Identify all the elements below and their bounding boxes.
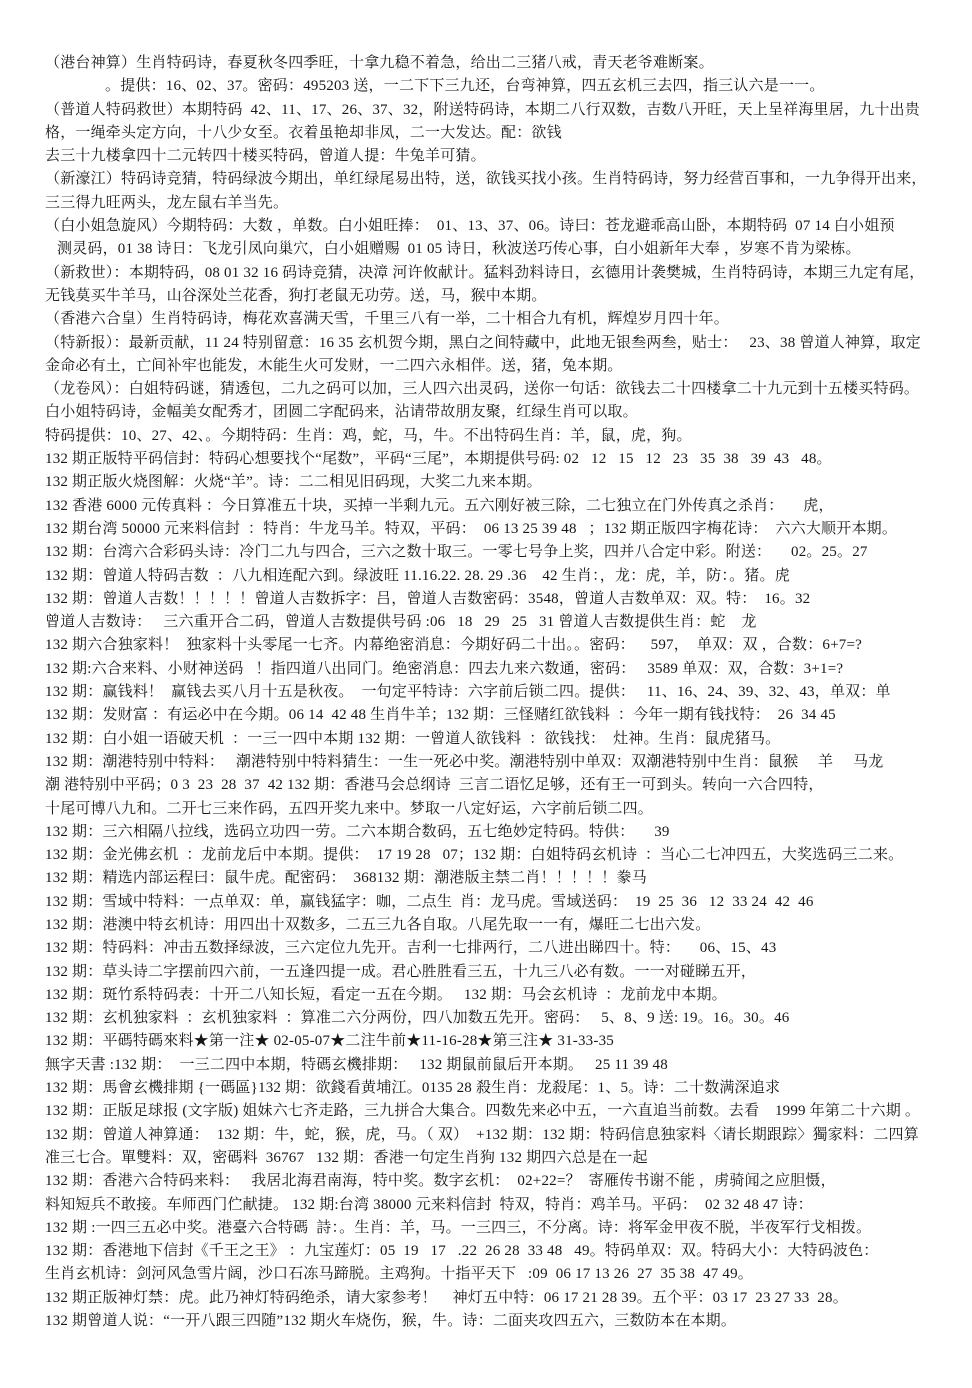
text-line: 132 期:六合来料、小财神送码 ！指四道八出同门。绝密消息：四去九来六数通，密码： 3589 单双：双，合数：3+1=? xyxy=(45,660,844,677)
text-line: 金命必有土，亡间补牢也能发，木能生火可发财，一二四六永相伴。送，猪，兔本期。 xyxy=(45,357,623,374)
text-line: 132 期：台湾六合彩码头诗：冷门二九与四合，三六之数十取三。一零七号争上奖，四并八合定中彩。附送： 02。25。27 xyxy=(45,544,868,561)
text-line: （新救世）：本期特码，08 01 32 16 码诗竞猜，决漳 河许攸献计。猛料劲料诗日，玄德用计袭樊城，生肖特码诗，本期三九定有尾， xyxy=(45,264,925,281)
text-line: 132 期：曾道人神算通： 132 期：牛，蛇，猴，虎，马。（ 双） +132 期：132 期：特码信息独家料〈请长期跟踪〉獨家料：二四算 xyxy=(45,1126,919,1143)
text-line: 132 期：曾道人吉数！！！！！曾道人吉数拆字：吕，曾道人吉数密码：3548，曾道人吉数单双：双。特： 16。32 xyxy=(45,590,811,607)
text-line: 料知短兵不敢接。车师西门伫献捷。 132 期:台湾 38000 元来料信封 特双，特肖：鸡羊马。平码： 02 32 48 47 诗： xyxy=(45,1196,813,1213)
text-line: 132 期：草头诗二字摆前四六前，一五逢四提一成。君心胜胜看三五，十九三八必有数。一一对碰睇五开， xyxy=(45,963,757,980)
text-line: 132 期：斑竹系特码表：十开二八知长短，看定一五在今期。 132 期：马会玄机诗 ：龙前龙中本期。 xyxy=(45,986,727,1003)
text-line: （新濠江）特码诗竞猜，特码绿波今期出，单红绿尾易出特，送，欲钱买找小孩。生肖特码诗，努力经营百事和，一九争得开出来， xyxy=(45,171,927,188)
text-line: 132 期：三六相隔八拉线，选码立功四一劳。二六本期合数码，五七绝妙定特码。特供： 39 xyxy=(45,823,670,840)
text-line: 無字天書 :132 期： 一三二四中本期，特碼玄機排期： 132 期鼠前鼠后开本期。 25 11 39 48 xyxy=(45,1056,668,1073)
text-line: 132 期六合独家料！ 独家料十头零尾一七齐。内幕绝密消息：今期好码二十出。。密码： 597， 单双：双 ，合数：6+7=? xyxy=(45,637,862,654)
text-line: 132 期：特码料：冲击五数择绿波，三六定位九先开。吉利一七排两行，二八进出睇四十。特： 06、15、43 xyxy=(45,940,777,957)
text-line: 132 期 :一四三五必中奖。港臺六合特碼 詩：。生肖：羊，马。一三四三，不分离。诗：将军金甲夜不脱，半夜军行戈相拨。 xyxy=(45,1219,872,1236)
text-line: （港台神算）生肖特码诗，春夏秋冬四季旺，十拿九稳不着急，给出二三猪八戒，青天老爷难断案。 xyxy=(45,55,714,71)
text-line: 测灵码，01 38 诗日：飞龙引凤向巢穴，白小姐赠赐 01 05 诗日，秋波送巧传心事，白小姐新年大奉 ，岁寒不肯为梁栋。 xyxy=(57,241,861,258)
text-line: 准三七合。單雙料：双，密碼料 36767 132 期：香港一句定生肖狗 132 期四六总是在一起 xyxy=(45,1149,648,1166)
text-line: （香港六合皇）生肖特码诗，梅花欢喜满天雪，千里三八有一举，二十相合九有机，辉煌岁月四十年。 xyxy=(45,311,730,328)
text-line: 十尾可博八九和。二开七三来作码，五四开奖九来中。梦取一八定好运，六字前后锁二四。 xyxy=(45,800,654,817)
text-line: 去三十九楼拿四十二元转四十楼买特码，曾道人提：牛兔羊可猜。 xyxy=(45,148,486,165)
text-line: 132 期：港澳中特玄机诗：用四出十双数多，二五三九各自取。八尾先取一一有，爆旺二七出六发。 xyxy=(45,916,711,933)
text-line: 潮 港特别中平码；0 3 23 28 37 42 132 期：香港马会总纲诗 三言二语忆足够，还有王一可到头。转向一六合四特， xyxy=(45,777,824,794)
text-line: 132 期：金光佛玄机 ：龙前龙后中本期。提供： 17 19 28 07；132 期：白姐特码玄机诗 ：当心二七冲四五，大奖选码三二来。 xyxy=(45,847,904,864)
text-line: 格，一绳牵头定方向，十八少女至。衣着虽艳却非凤，二一大发达。配：欲钱 xyxy=(45,124,562,141)
text-line: （白小姐急旋风）今期特码：大数 ，单数。白小姐旺捧： 01、13、37、06。诗曰：苍龙避乖高山卧，本期特码 07 14 白小姐预 xyxy=(45,218,895,235)
text-line: 132 期：发财富 ：有运必中在今期。06 14 42 48 生肖牛羊；132 期：三怪赌红欲钱料 ：今年一期有钱找特： 26 34 45 xyxy=(45,707,836,724)
text-line: 132 期：精选内部运程曰：鼠牛虎。配密码： 368132 期：潮港版主禁二肖！！！！！豢马 xyxy=(45,870,647,887)
text-line: 132 期：曾道人特码吉数 ：八九相连配六到。绿波旺 11.16.22. 28. 29 .36 42 生肖：，龙：虎，羊，防：。猪。虎 xyxy=(45,567,790,584)
text-line: 132 期：赢钱料！ 赢钱去买八月十五是秋夜。 一句定平特诗：六字前后锁二四。提供： 11、16、24、39、32、43，单双：单 xyxy=(45,684,891,701)
text-line: 132 期：正版足球报 (文字版) 姐妹六七齐走路，三九拼合大集合。四数先来必中五，一六直追当前数。去看 1999 年第二十六期 。 xyxy=(45,1103,921,1120)
text-line: 132 期：玄机独家料 ：玄机独家料 ：算准二六分两份，四八加数五先开。密码： 5、8、9 送: 19。16。30。46 xyxy=(45,1010,790,1027)
text-line: 132 期：潮港特别中特料： 潮港特别中特料猜生：一生一死必中奖。潮港特别中单双：双潮港特别中生肖：鼠猴 羊 马龙 xyxy=(45,753,884,770)
text-line: 132 期：馬會玄機排期 {一碼區}132 期：欲錢看黄埔江。0135 28 殺生肖：龙殺尾：1、5。诗：二十数满深追求 xyxy=(45,1080,781,1097)
text-line: 生肖玄机诗：剑河风急雪片阔，沙口石冻马蹄脱。主鸡狗。十指平天下 :09 06 17 13 26 27 35 38 47 49。 xyxy=(45,1266,753,1283)
text-line: （普道人特码救世）本期特码 42、11、17、26、37、32，附送特码诗，本期二八行双数，吉数八开旺，天上呈祥海里居，九十出贵 xyxy=(45,101,920,118)
text-line: 132 期：香港地下信封《千王之王》 ：九宝莲灯：05 19 17 .22 26 28 33 48 49。特码单双：双。特码大小：大特码波色： xyxy=(45,1243,879,1260)
text-line: 132 期正版特平码信封：特码心想要找个“尾数”，平码“三尾”，本期提供号码: 02 12 15 12 23 35 38 39 43 48。 xyxy=(45,451,832,468)
text-line: 。提供：16、02、37。密码：495203 送，一二下下三九还，台弯神算，四五玄机三去四，指三认六是一一。 xyxy=(105,78,825,95)
text-line: 132 香港 6000 元传真料 ：今日算准五十块，买掉一半剩九元。五六刚好被三除，二七独立在门外传真之杀肖： 虎， xyxy=(45,497,834,514)
text-line: 132 期曾道人说：“一开八跟三四随”132 期火车烧伤，猴，牛。诗：二面夹攻四五六，三数防本在本期。 xyxy=(45,1313,737,1330)
text-line: 白小姐特码诗，金幅美女配秀才，团圆二字配码来，沾请带故朋友聚，红绿生肖可以取。 xyxy=(45,404,638,421)
text-line: 132 期：香港六合特码来料： 我居北海君南海，特中奖。数字玄机： 02+22=？ 寄雁传书谢不能 ，虏骑闻之应胆慑， xyxy=(45,1173,836,1190)
text-line: 曾道人吉数诗： 三六重开合二码，曾道人吉数提供号码 :06 18 29 25 31 曾道人吉数提供生肖：蛇 龙 xyxy=(45,614,757,631)
text-line: 132 期正版神灯禁：虎。此乃神灯特码绝杀，请大家参考！ 神灯五中特：06 17 21 28 39。五个平：03 17 23 27 33 28。 xyxy=(45,1289,848,1306)
text-line: 三三得九旺两头，龙左鼠右羊当先。 xyxy=(45,194,289,211)
text-line: 132 期：雪域中特料：一点单双：单，赢钱猛字：咖，二点生 肖：龙马虎。雪域送码： 19 25 36 12 33 24 42 46 xyxy=(45,893,814,910)
text-line: 132 期台湾 50000 元来料信封 ：特肖：牛龙马羊。特双，平码： 06 13 25 39 48 ；132 期正版四字梅花诗： 六六大顺开本期。 xyxy=(45,520,898,537)
text-line: （特新报）：最新贡献，11 24 特别留意：16 35 玄机贺今期，黑白之间特藏中，此地无银叁两叁，贴士： 23、38 曾道人神算，取定 xyxy=(45,334,921,351)
text-line: 132 期：平碼特碼來料★第一注★ 02-05-07★二注牛前★11-16-28★第三注★ 31-33-35 xyxy=(45,1033,614,1050)
text-line: 132 期正版火烧图解：火烧“羊”。诗：二二相见旧码现，大奖二九来本期。 xyxy=(45,474,542,491)
text-line: 特码提供：10、27、42、。今期特码：生肖：鸡，蛇，马，牛。不出特码生肖：羊，鼠，虎，狗。 xyxy=(45,427,692,444)
text-line: 132 期：白小姐一语破天机 ：一三一四中本期 132 期：一曾道人欲钱料 ：欲钱找： 灶神。生肖：鼠虎猪马。 xyxy=(45,730,781,747)
text-line: （龙卷风）：白姐特码谜，猜透包，二九之码可以加，三人四六出灵码，送你一句话：欲钱去二十四楼拿二十九元到十五楼买特码。 xyxy=(45,381,920,398)
text-line: 无钱莫买牛羊马，山谷深处兰花香，狗打老鼠无功劳。送，马，猴中本期。 xyxy=(45,287,547,304)
